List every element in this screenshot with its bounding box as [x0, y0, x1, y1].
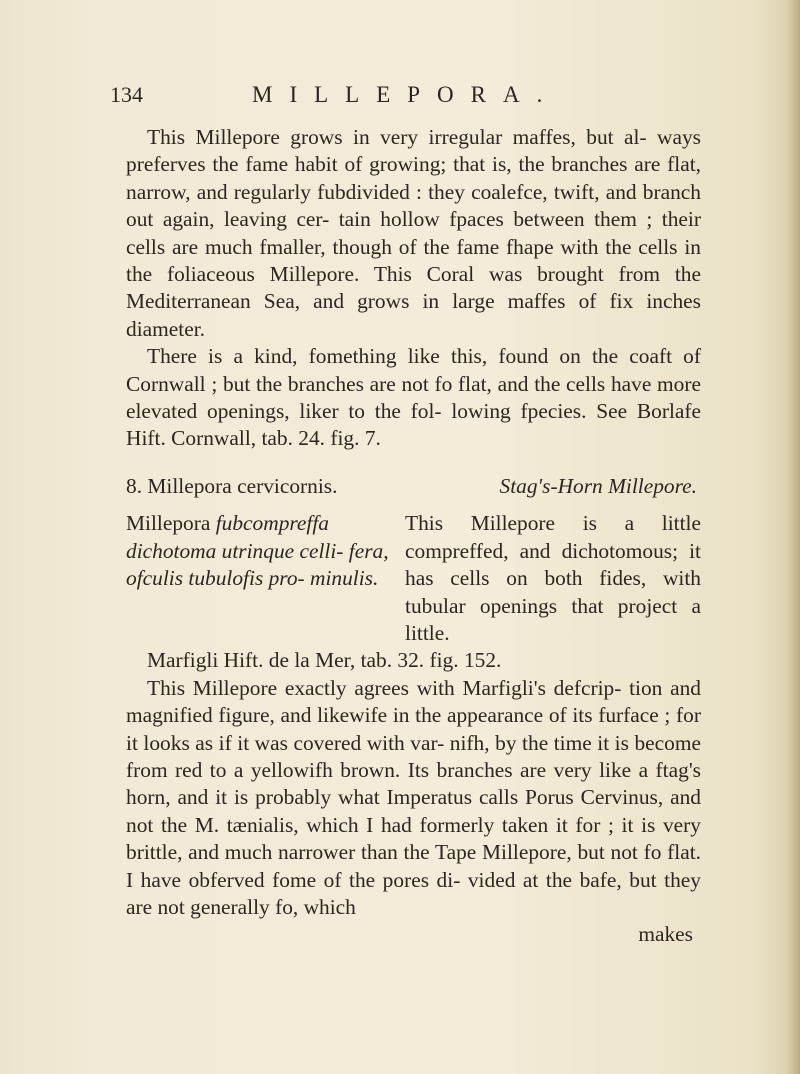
paragraph-3-text: This Millepore exactly agrees with Marfigli's defcrip- tion and magnified figure, and likewife in the appearance of its furface ; for it looks as if it was covered with var- nifh, by the time it is become from red to a yellowifh brown. Its branches are very like a ftag's horn, and it is probably what Imperatus calls Porus Cervinus, and not the M. tænialis, which I had formerly taken it for ; it is very brittle, and much narrower than the Tape Millepore, but not fo flat. I have obferved fome of the pores di- vided at the bafe, but they are not generally fo, which: [126, 675, 701, 919]
paragraph-2-text: There is a kind, fomething like this, found on the coaft of Cornwall ; but the branches are not fo flat, and the cells have more elevated openings, liker to the fol- lowing fpecies. See Borlafe Hift. Cornwall, tab. 24. fig. 7.: [126, 344, 701, 451]
species-description-columns: [126, 510, 701, 647]
paragraph-3: [126, 675, 701, 922]
paragraph-1-text: This Millepore grows in very irregular maffes, but al- ways preferves the fame habit of growing; that is, the branches are flat, narrow, and regularly fubdivided : they coalefce, twift, and branch out again, leaving cer- tain hollow fpaces between them ; their cells are much fmaller, though of the fame fhape with the cells in the foliaceous Millepore. This Coral was brought from the Mediterranean Sea, and grows in large maffes of fix inches diameter.: [126, 125, 701, 341]
page-body: [126, 124, 701, 949]
running-title: MILLEPORA.: [252, 82, 560, 107]
page-number: 134: [110, 82, 143, 107]
species-entry-heading: [126, 473, 701, 500]
english-description: This Millepore is a little compreffed, and dichotomous; it has cells on both fides, with tubular openings that project a little.: [405, 511, 701, 645]
latin-diagnosis: fubcompreffa dichotoma utrinque celli- fera, ofculis tubulofis pro- minulis.: [126, 511, 389, 591]
catchword: makes: [638, 922, 693, 947]
paragraph-1: [126, 124, 701, 343]
paragraph-2: [126, 343, 701, 453]
latin-description: [126, 510, 394, 647]
species-common-name: Stag's-Horn Millepore.: [499, 473, 697, 498]
latin-genus: Millepora: [126, 511, 211, 536]
page-header: [110, 82, 718, 118]
reference-line: [126, 647, 701, 674]
page-edge-shadow: [786, 0, 800, 1074]
species-number-name: 8. Millepora cervicornis.: [126, 473, 338, 498]
reference-text: Marfigli Hift. de la Mer, tab. 32. fig. 152.: [147, 648, 502, 673]
